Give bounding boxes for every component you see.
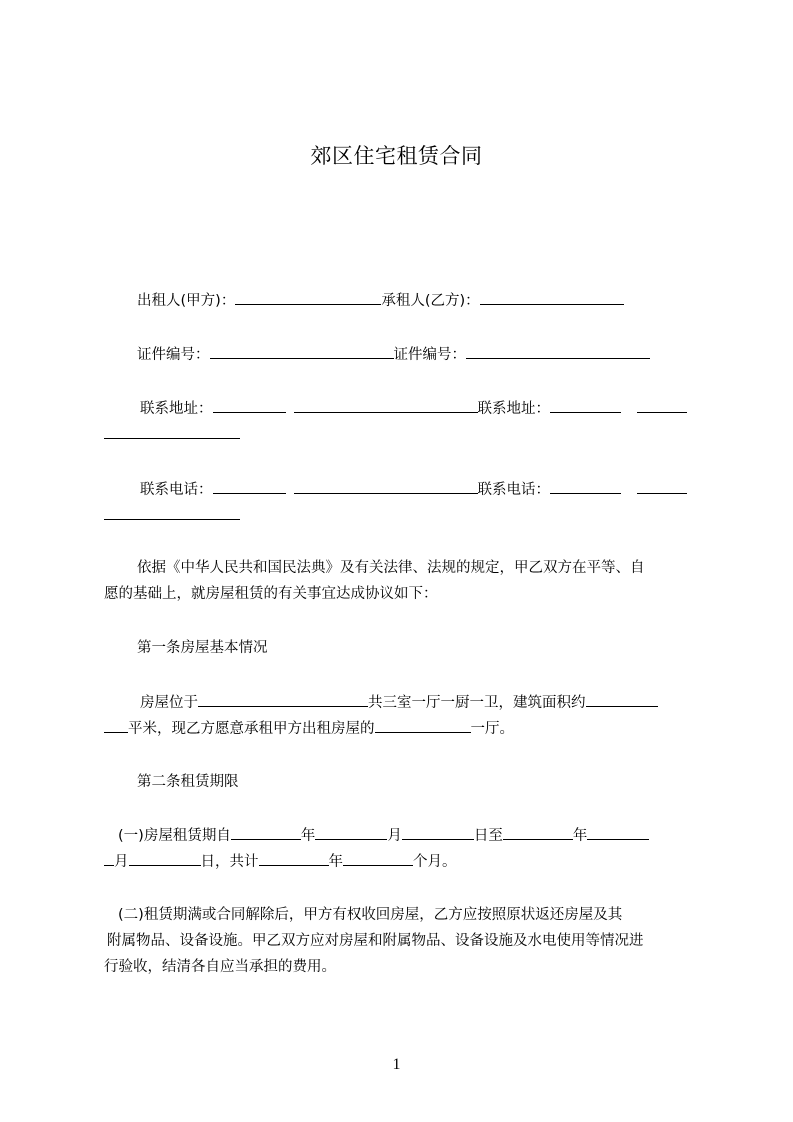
property-layout-text: 共三室一厅一厨一卫，建筑面积约: [368, 695, 586, 711]
start-year-unit: 年: [300, 828, 316, 844]
preamble-line-1: 依据《中华人民共和国民法典》及有关法律、法规的规定，甲乙双方在平等、自: [137, 560, 645, 576]
property-location-label: 房屋位于: [140, 695, 198, 711]
phone-continuation: [104, 505, 240, 526]
phone-label-lessee: 联系电话：: [477, 482, 550, 498]
article-1-heading: 第一条房屋基本情况: [137, 640, 268, 656]
article-1-line-2: [104, 718, 514, 739]
page-number: 1: [392, 1056, 401, 1073]
lessee-label: 承租人(乙方)：: [381, 293, 480, 309]
end-month-unit: 月: [114, 854, 129, 870]
clause-2-line-3: 行验收，结清各自应当承担的费用。: [104, 959, 336, 975]
lessor-name-blank[interactable]: [235, 290, 381, 305]
rented-room-suffix: 一厅。: [470, 721, 514, 737]
area-blank-1[interactable]: [586, 692, 658, 707]
total-years-blank[interactable]: [259, 851, 329, 866]
end-month-blank-2[interactable]: [104, 851, 114, 866]
address-blank-lessor-1[interactable]: [213, 398, 286, 413]
clause-2-line-2: 附属物品、设备设施。甲乙双方应对房屋和附属物品、设备设施及水电使用等情况进: [107, 933, 644, 949]
start-month-unit: 月: [387, 828, 402, 844]
start-month-blank[interactable]: [315, 825, 387, 840]
address-blank-lessee-3[interactable]: [104, 424, 240, 439]
id-label-lessee: 证件编号：: [393, 347, 466, 363]
term-prefix: (一)房屋租赁期自: [118, 828, 231, 844]
id-label-lessor: 证件编号：: [137, 347, 210, 363]
phone-blank-lessor-2[interactable]: [294, 479, 478, 494]
article-1-line-1: [140, 692, 658, 713]
phone-blank-lessor-1[interactable]: [213, 479, 286, 494]
lessee-name-blank[interactable]: [480, 290, 624, 305]
id-number-line: [137, 344, 650, 365]
lessor-lessee-line: [137, 290, 624, 311]
total-months-unit: 个月。: [413, 854, 457, 870]
phone-blank-lessee-3[interactable]: [104, 505, 240, 520]
end-day-unit: 日，共计: [200, 854, 259, 870]
clause-2-line-1: (二)租赁期满或合同解除后，甲方有权收回房屋，乙方应按照原状返还房屋及其: [118, 907, 623, 923]
area-blank-2[interactable]: [104, 718, 128, 733]
id-number-blank-lessee[interactable]: [466, 344, 650, 359]
end-year-blank[interactable]: [503, 825, 573, 840]
total-months-blank[interactable]: [343, 851, 413, 866]
rented-room-blank[interactable]: [375, 718, 471, 733]
address-continuation: [104, 424, 240, 445]
address-blank-lessee-2[interactable]: [637, 398, 687, 413]
article-2-heading: 第二条租赁期限: [137, 774, 239, 790]
property-location-blank[interactable]: [198, 692, 368, 707]
address-line: [140, 398, 687, 419]
area-unit-text: 平米，现乙方愿意承租甲方出租房屋的: [128, 721, 375, 737]
document-title: 郊区住宅租赁合同: [310, 144, 483, 168]
end-day-blank[interactable]: [129, 851, 201, 866]
start-day-blank[interactable]: [402, 825, 474, 840]
lessor-label: 出租人(甲方)：: [137, 293, 236, 309]
address-label-lessor: 联系地址：: [140, 401, 213, 417]
phone-line: [140, 479, 687, 500]
id-number-blank-lessor[interactable]: [210, 344, 394, 359]
total-years-unit: 年: [328, 854, 343, 870]
address-label-lessee: 联系地址：: [477, 401, 550, 417]
end-year-unit: 年: [572, 828, 588, 844]
term-line-2: [104, 851, 457, 872]
preamble-line-2: 愿的基础上，就房屋租赁的有关事宜达成协议如下：: [104, 586, 438, 602]
start-day-unit: 日至: [473, 828, 503, 844]
phone-label-lessor: 联系电话：: [140, 482, 213, 498]
address-blank-lessor-2[interactable]: [294, 398, 478, 413]
start-year-blank[interactable]: [231, 825, 301, 840]
term-line-1: [118, 825, 649, 846]
phone-blank-lessee-1[interactable]: [550, 479, 621, 494]
end-month-blank-1[interactable]: [587, 825, 649, 840]
address-blank-lessee-1[interactable]: [550, 398, 621, 413]
phone-blank-lessee-2[interactable]: [637, 479, 687, 494]
